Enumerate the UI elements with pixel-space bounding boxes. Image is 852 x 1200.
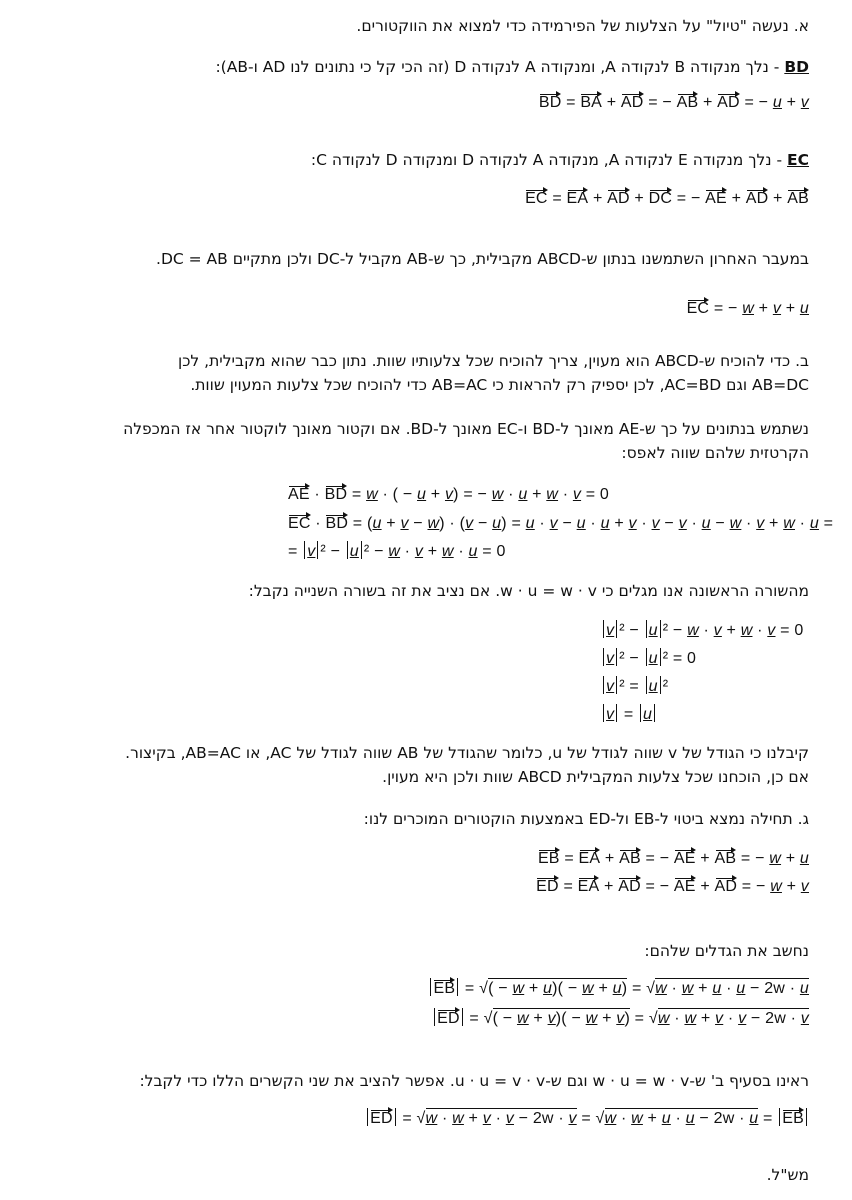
vector-symbol: u	[576, 515, 586, 532]
vector-symbol: u	[648, 650, 658, 667]
vector-symbol: BD	[325, 484, 348, 506]
vector-symbol: EB	[538, 848, 560, 870]
conclusion-line2: אם כן, הוכחנו שכל צלעות המקבילית ABCD שוות ולכן היא מעוין.	[382, 768, 809, 786]
dot-eq-1: AE · BD = w · ( − u + v) = − w · u + w · v = 0	[288, 484, 609, 506]
vector-symbol: v	[414, 543, 424, 560]
bd-description	[215, 54, 809, 80]
part-b-intro-line2: AB=DC וגם AC=BD, לכן יספיק רק להראות כי AB=AC כדי להוכיח שכל צלעות המעוין שוות.	[190, 376, 809, 394]
vector-symbol: v	[738, 1010, 747, 1027]
conclusion-line1: קיבלנו כי הגודל של v שווה לגודל של u, כלומר שהגודל של AB שווה לגודל של AC, או AB=AC, בקיצור.	[125, 744, 809, 762]
vector-symbol: v	[713, 622, 722, 639]
vector-symbol: w	[783, 515, 795, 532]
vector-symbol: w	[582, 980, 594, 997]
vector-symbol: w	[740, 622, 753, 639]
vector-symbol: AE	[288, 484, 310, 506]
vector-symbol: w	[512, 980, 525, 997]
dot-eq-3: = v ² − u ² − w · v + w · u = 0	[288, 543, 506, 560]
vector-symbol: u	[349, 543, 359, 560]
vector-symbol: v	[800, 1010, 809, 1027]
eb-equation: EB = EA + AB = − AE + AB = − w + u	[538, 848, 809, 870]
last-step-note: במעבר האחרון השתמשנו בנתון ש-ABCD מקבילית, כך ש-AB מקביל ל-DC ולכן מתקיים DC = AB.	[156, 250, 809, 268]
ec-desc-text: - נלך מנקודה E לנקודה A, מנקודה A לנקודה D ומנקודה D לנקודה C:	[310, 151, 783, 169]
sizes-heading: נחשב את הגדלים שלהם:	[644, 942, 809, 960]
vector-symbol: u	[749, 1110, 759, 1127]
vector-symbol: BD	[539, 92, 562, 114]
vector-symbol: EC	[288, 513, 311, 535]
part-a-intro: א. נעשה "טיול" על הצלעות של הפירמידה כדי למצוא את הווקטורים.	[356, 17, 809, 35]
vector-symbol: AE	[705, 188, 727, 210]
vector-symbol: v	[568, 1110, 577, 1127]
vector-symbol: AD	[607, 188, 630, 210]
perp-line1: נשתמש בנתונים על כך ש-AE מאונך ל-BD ו-EC מאונך ל-BD. אם וקטור מאונך לוקטור אחר אז המכפלה	[123, 420, 809, 438]
ed-magnitude: ED = √( − w + v)( − w + v) = √w · w + v · v − 2w · v	[432, 1008, 809, 1030]
vector-symbol: w	[770, 878, 782, 895]
ec-result-equation: EC = − w + v + u	[687, 298, 809, 320]
ec-label: EC	[787, 151, 809, 169]
vector-symbol: u	[809, 515, 819, 532]
vector-symbol: v	[606, 650, 615, 667]
step-eq-1: v ² − u ² − w · v + w · v = 0	[601, 620, 803, 642]
vector-symbol: u	[648, 678, 658, 695]
step-eq-4: v = u	[601, 704, 657, 726]
vector-symbol: v	[547, 1010, 556, 1027]
vector-symbol: v	[572, 486, 582, 503]
vector-symbol: u	[518, 486, 528, 503]
vector-symbol: u	[772, 94, 782, 111]
vector-symbol: w	[655, 980, 667, 997]
vector-symbol: v	[767, 622, 776, 639]
eb-magnitude: EB = √( − w + u)( − w + u) = √w · w + u · u − 2w · u	[428, 978, 809, 1000]
vector-symbol: AD	[621, 92, 644, 114]
vector-symbol: AB	[619, 848, 641, 870]
vector-symbol: u	[736, 980, 746, 997]
step-eq-3: v ² = u ²	[601, 676, 668, 698]
vector-symbol: v	[616, 1010, 625, 1027]
vector-symbol: v	[549, 515, 558, 532]
vector-symbol: AE	[674, 876, 696, 898]
vector-symbol: AD	[717, 92, 740, 114]
vector-symbol: v	[772, 300, 782, 317]
vector-symbol: v	[800, 878, 809, 895]
vector-symbol: w	[366, 486, 378, 503]
vector-symbol: EC	[687, 298, 710, 320]
from-first-line: מהשורה הראשונה אנו מגלים כי w · u = w · v. אם נציב את זה בשורה השנייה נקבל:	[248, 582, 809, 600]
vector-symbol: ED	[536, 876, 559, 898]
ed-equation: ED = EA + AD = − AE + AD = − w + v	[536, 876, 809, 898]
vector-symbol: EB	[433, 978, 455, 1000]
vector-symbol: ED	[370, 1108, 393, 1130]
vector-symbol: u	[492, 515, 502, 532]
vector-symbol: u	[600, 515, 610, 532]
vector-symbol: u	[543, 980, 553, 997]
vector-symbol: u	[685, 1110, 695, 1127]
vector-symbol: v	[606, 678, 615, 695]
vector-symbol: w	[729, 515, 742, 532]
vector-symbol: u	[648, 622, 658, 639]
vector-symbol: w	[546, 486, 559, 503]
vector-symbol: u	[701, 515, 711, 532]
qed: מש"ל.	[766, 1166, 809, 1184]
vector-symbol: w	[427, 515, 440, 532]
vector-symbol: v	[505, 1110, 514, 1127]
vector-symbol: AD	[746, 188, 769, 210]
vector-symbol: w	[742, 300, 754, 317]
vector-symbol: v	[628, 515, 637, 532]
final-equation: ED = √w · w + v · v − 2w · v = √w · w + u · u − 2w · u = EB	[365, 1108, 809, 1130]
vector-symbol: w	[516, 1010, 529, 1027]
vector-symbol: AB	[787, 188, 809, 210]
vector-symbol: u	[643, 706, 653, 723]
vector-symbol: v	[756, 515, 765, 532]
vector-symbol: w	[631, 1110, 643, 1127]
vector-symbol: u	[417, 486, 427, 503]
vector-symbol: u	[612, 980, 622, 997]
vector-symbol: EA	[579, 848, 601, 870]
vector-symbol: AB	[715, 848, 737, 870]
vector-symbol: w	[769, 850, 782, 867]
vector-symbol: v	[307, 543, 316, 560]
part-b-intro-line1: ב. כדי להוכיח ש-ABCD הוא מעוין, צריך להוכיח שכל צלעותיו שוות. נתון כבר שהוא מקבילית, לכן	[178, 352, 809, 370]
vector-symbol: u	[525, 515, 535, 532]
part-c-intro: ג. תחילה נמצא ביטוי ל-EB ול-ED באמצעות הוקטורים המוכרים לנו:	[363, 810, 809, 828]
vector-symbol: ED	[437, 1008, 460, 1030]
vector-symbol: w	[441, 543, 454, 560]
vector-symbol: v	[482, 1110, 491, 1127]
vector-symbol: w	[491, 486, 504, 503]
ec-equation: EC = EA + AD + DC = − AE + AD + AB	[525, 188, 809, 210]
dot-eq-2: EC · BD = (u + v − w) · (v − u) = u · v − u · u + v · v − v · u − w · v + w · u =	[288, 513, 833, 535]
vector-symbol: u	[661, 1110, 671, 1127]
vector-symbol: AE	[674, 848, 696, 870]
vector-symbol: w	[425, 1110, 438, 1127]
vector-symbol: AD	[618, 876, 641, 898]
vector-symbol: v	[444, 486, 454, 503]
vector-symbol: w	[657, 1010, 670, 1027]
vector-symbol: u	[372, 515, 382, 532]
perp-line2: הקרטזית שלהם שווה לאפס:	[621, 444, 809, 462]
vector-symbol: w	[452, 1110, 464, 1127]
ec-description	[311, 147, 809, 173]
vector-symbol: AD	[715, 876, 738, 898]
vector-symbol: EC	[525, 188, 548, 210]
vector-symbol: w	[604, 1110, 617, 1127]
vector-symbol: w	[684, 1010, 697, 1027]
vector-symbol: DC	[649, 188, 673, 210]
vector-symbol: BD	[325, 513, 348, 535]
vector-symbol: w	[681, 980, 694, 997]
bd-equation: BD = BA + AD = − AB + AD = − u + v	[539, 92, 809, 114]
vector-symbol: v	[651, 515, 660, 532]
vector-symbol: v	[465, 515, 474, 532]
step-eq-2: v ² − u ² = 0	[601, 648, 696, 670]
vector-symbol: v	[678, 515, 687, 532]
seen-line: ראינו בסעיף ב' ש-w · u = w · v וגם ש-u · u = v · v. אפשר להציב את שני הקשרים הללו כדי לקבל:	[139, 1072, 809, 1090]
vector-symbol: BA	[580, 92, 602, 114]
vector-symbol: EA	[567, 188, 589, 210]
vector-symbol: v	[715, 1010, 724, 1027]
vector-symbol: w	[388, 543, 401, 560]
vector-symbol: w	[687, 622, 699, 639]
vector-symbol: u	[468, 543, 478, 560]
vector-symbol: EA	[578, 876, 600, 898]
vector-symbol: EB	[782, 1108, 804, 1130]
vector-symbol: u	[799, 850, 809, 867]
vector-symbol: u	[712, 980, 722, 997]
vector-symbol: v	[400, 515, 409, 532]
vector-symbol: AB	[677, 92, 699, 114]
vector-symbol: u	[799, 300, 809, 317]
bd-label: BD	[784, 58, 809, 76]
bd-desc-text: - נלך מנקודה B לנקודה A, ומנקודה A לנקודה D (זה הכי קל כי נתונים לנו AD ו-AB):	[215, 58, 780, 76]
vector-symbol: v	[606, 622, 615, 639]
vector-symbol: v	[800, 94, 809, 111]
vector-symbol: u	[799, 980, 809, 997]
vector-symbol: v	[606, 706, 615, 723]
vector-symbol: w	[585, 1010, 598, 1027]
